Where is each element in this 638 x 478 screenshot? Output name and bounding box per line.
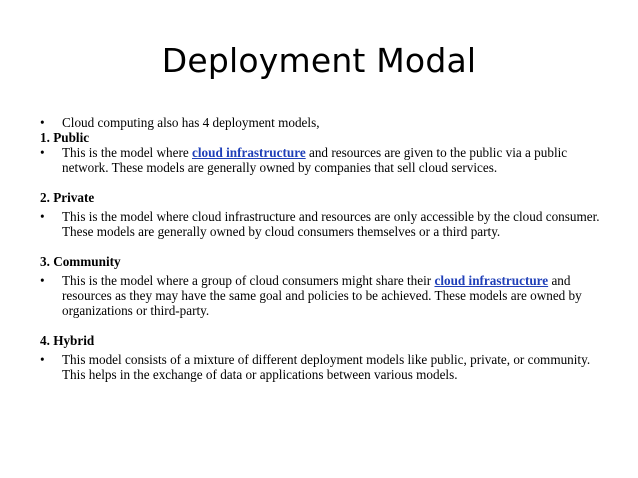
cloud-infrastructure-link[interactable]: cloud infrastructure [192, 145, 306, 160]
slide-title: Deployment Modal [161, 41, 477, 80]
section-heading-community: 3. Community [40, 254, 121, 269]
section-bullet-public [40, 145, 600, 175]
bullet-marker: • [40, 115, 45, 130]
section-heading-hybrid: 4. Hybrid [40, 333, 95, 348]
slide-content [40, 115, 600, 382]
community-text-before: This is the model where a group of cloud consumers might share their [62, 273, 435, 288]
public-text-after: and resources are given to the public via a public network. These models are generally owned by companies that sell cloud services. [62, 145, 568, 175]
hybrid-text: This model consists of a mixture of different deployment models like public, private, or community. This helps in the exchange of data or applications between various models. [62, 352, 591, 382]
section-heading-public: 1. Public [40, 130, 90, 145]
section-heading-private: 2. Private [40, 190, 95, 205]
bullet-marker: • [40, 273, 45, 288]
intro-bullet [40, 115, 600, 130]
bullet-marker: • [40, 209, 45, 224]
section-bullet-hybrid [40, 352, 600, 382]
bullet-marker: • [40, 352, 45, 367]
spacer [40, 175, 600, 190]
intro-text: Cloud computing also has 4 deployment models, [62, 115, 320, 130]
community-text-after: and resources as they may have the same goal and policies to be achieved. These models are owned by organizations or third-party. [62, 273, 582, 318]
spacer [40, 239, 600, 254]
bullet-marker: • [40, 145, 45, 160]
section-bullet-private [40, 209, 600, 239]
cloud-infrastructure-link[interactable]: cloud infrastructure [434, 273, 549, 288]
public-text-before: This is the model where [62, 145, 193, 160]
spacer [40, 318, 600, 333]
private-text: This is the model where cloud infrastructure and resources are only accessible by the cloud consumer. These models are generally owned by cloud consumers themselves or a third party. [62, 209, 600, 239]
section-bullet-community [40, 273, 600, 318]
